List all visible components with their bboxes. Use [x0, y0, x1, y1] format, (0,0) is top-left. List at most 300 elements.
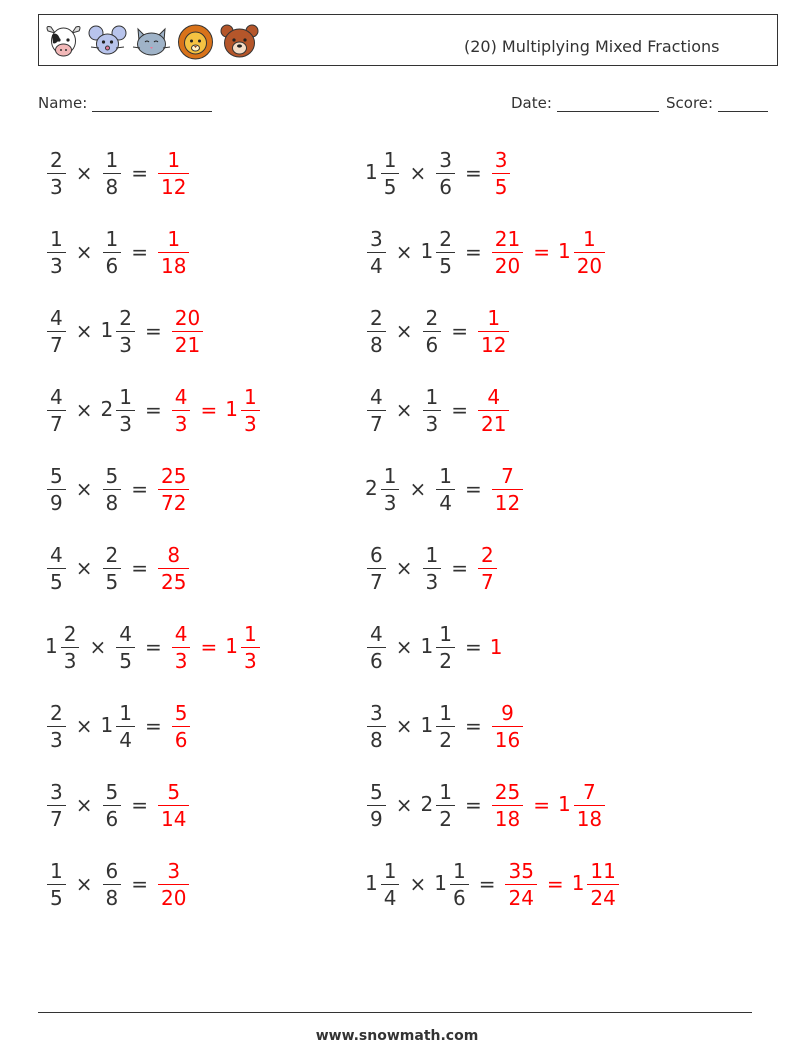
- fraction-bar: [492, 173, 511, 174]
- whole-part: 1: [45, 633, 58, 658]
- numerator: 1: [243, 384, 257, 409]
- equals-sign: =: [478, 872, 496, 896]
- fraction: [367, 702, 386, 751]
- mixed-number: [572, 860, 621, 909]
- denominator: 12: [161, 174, 187, 199]
- mixed-number: [45, 228, 68, 277]
- fraction: [47, 149, 66, 198]
- numerator: 4: [370, 621, 383, 646]
- mixed-number: [490, 781, 525, 830]
- numerator: 20: [174, 305, 201, 330]
- numerator: 6: [105, 858, 119, 883]
- denominator: 14: [161, 806, 187, 831]
- numerator: 3: [167, 858, 181, 883]
- problem-7: [45, 380, 262, 440]
- fraction: [478, 544, 497, 593]
- times-sign: ×: [75, 714, 93, 738]
- mixed-number: [434, 465, 457, 514]
- numerator: 2: [439, 226, 452, 251]
- denominator: 3: [243, 411, 257, 436]
- numerator: 4: [50, 384, 63, 409]
- whole-part: 1: [225, 396, 238, 421]
- numerator: 5: [50, 463, 63, 488]
- problem-9: [45, 459, 191, 519]
- times-sign: ×: [409, 872, 427, 896]
- numerator: 1: [50, 226, 63, 251]
- fraction: [381, 149, 400, 198]
- fraction: [47, 781, 66, 830]
- times-sign: ×: [395, 793, 413, 817]
- denominator: 5: [105, 569, 119, 594]
- denominator: 18: [576, 806, 603, 831]
- times-sign: ×: [75, 161, 93, 185]
- denominator: 3: [50, 174, 63, 199]
- whole-part: 1: [557, 238, 571, 263]
- numerator: 1: [439, 700, 452, 725]
- score-label: Score:: [666, 94, 714, 112]
- whole-part: 1: [571, 870, 585, 895]
- fraction: [158, 149, 189, 198]
- mixed-number: [365, 228, 388, 277]
- denominator: 20: [161, 885, 187, 910]
- numerator: 35: [508, 858, 534, 883]
- denominator: 5: [50, 569, 63, 594]
- numerator: 3: [439, 147, 452, 172]
- denominator: 4: [439, 490, 452, 515]
- times-sign: ×: [395, 635, 413, 659]
- fraction: [103, 149, 122, 198]
- fraction-bar: [436, 489, 455, 490]
- denominator: 3: [63, 648, 77, 673]
- numerator: 4: [119, 621, 132, 646]
- mixed-number: [490, 465, 525, 514]
- mixed-number: [421, 307, 444, 356]
- fraction-bar: [436, 805, 455, 806]
- mixed-number: [558, 781, 607, 830]
- numerator: 5: [105, 779, 119, 804]
- denominator: 3: [243, 648, 257, 673]
- denominator: 3: [119, 411, 132, 436]
- denominator: 6: [452, 885, 466, 910]
- denominator: 7: [370, 411, 383, 436]
- worksheet-header: [38, 14, 778, 66]
- times-sign: ×: [395, 714, 413, 738]
- mixed-number: [365, 386, 388, 435]
- problem-13: [45, 617, 262, 677]
- fraction-bar: [158, 805, 189, 806]
- equals-sign: =: [464, 714, 482, 738]
- fraction-bar: [158, 252, 189, 253]
- fraction-bar: [103, 568, 122, 569]
- name-blank[interactable]: [92, 96, 212, 112]
- mixed-number: [490, 149, 513, 198]
- problem-20: [365, 854, 621, 914]
- fraction: [103, 860, 122, 909]
- whole-part: 1: [100, 712, 114, 737]
- fraction: [436, 702, 455, 751]
- fraction-bar: [478, 410, 509, 411]
- denominator: 7: [481, 569, 494, 594]
- fraction-bar: [492, 252, 523, 253]
- mixed-number: [101, 544, 124, 593]
- animal-icons: [43, 21, 260, 61]
- fraction: [423, 307, 442, 356]
- fraction-bar: [381, 173, 400, 174]
- numerator: 2: [119, 305, 132, 330]
- numerator: 3: [494, 147, 508, 172]
- denominator: 6: [370, 648, 383, 673]
- fraction-bar: [103, 489, 122, 490]
- fraction-bar: [47, 173, 66, 174]
- denominator: 4: [370, 253, 383, 278]
- mixed-number: [434, 860, 470, 909]
- denominator: 72: [161, 490, 187, 515]
- denominator: 9: [50, 490, 63, 515]
- fraction-bar: [47, 489, 66, 490]
- fraction-bar: [158, 173, 189, 174]
- numerator: 8: [167, 542, 181, 567]
- mixed-number: [101, 307, 137, 356]
- fraction-bar: [116, 331, 135, 332]
- numerator: 11: [590, 858, 616, 883]
- denominator: 3: [383, 490, 397, 515]
- times-sign: ×: [395, 556, 413, 580]
- times-sign: ×: [75, 793, 93, 817]
- fraction-bar: [241, 647, 260, 648]
- fraction-bar: [423, 568, 442, 569]
- fraction: [158, 544, 189, 593]
- mixed-number: [101, 228, 124, 277]
- fraction-bar: [367, 252, 386, 253]
- mixed-number: [101, 860, 124, 909]
- problem-16: [365, 696, 525, 756]
- times-sign: ×: [409, 477, 427, 501]
- numerator: 3: [50, 779, 63, 804]
- date-label: Date:: [511, 94, 552, 112]
- fraction: [47, 307, 66, 356]
- mixed-number: [225, 623, 261, 672]
- answer-equals-sign: =: [533, 240, 550, 264]
- mixed-number: [170, 307, 205, 356]
- fraction-bar: [574, 805, 605, 806]
- fraction-bar: [172, 726, 191, 727]
- score-blank[interactable]: [718, 96, 768, 112]
- fraction: [381, 860, 400, 909]
- numerator: 3: [370, 226, 383, 251]
- denominator: 8: [370, 332, 383, 357]
- denominator: 7: [50, 806, 63, 831]
- mixed-number: [170, 386, 193, 435]
- fraction-bar: [116, 410, 135, 411]
- denominator: 4: [383, 885, 397, 910]
- fraction-bar: [116, 647, 135, 648]
- fraction: [478, 386, 509, 435]
- fraction: [116, 623, 135, 672]
- numerator: 1: [383, 147, 397, 172]
- problem-18: [365, 775, 607, 835]
- fraction-bar: [367, 331, 386, 332]
- fraction: [158, 781, 189, 830]
- mixed-number: [101, 781, 124, 830]
- mixed-number: [156, 465, 191, 514]
- fraction: [172, 386, 191, 435]
- answer-equals-sign: =: [200, 398, 218, 422]
- denominator: 5: [383, 174, 397, 199]
- mixed-number: [365, 465, 401, 514]
- numerator: 2: [63, 621, 77, 646]
- numerator: 25: [494, 779, 521, 804]
- numerator: 1: [243, 621, 257, 646]
- worksheet-title: (20) Multiplying Mixed Fractions: [464, 37, 720, 56]
- fraction-bar: [492, 489, 523, 490]
- mixed-number: [365, 149, 401, 198]
- mixed-number: [45, 781, 68, 830]
- fraction: [116, 386, 135, 435]
- fraction: [505, 860, 536, 909]
- equals-sign: =: [464, 477, 482, 501]
- fraction-bar: [61, 647, 80, 648]
- numerator: 25: [161, 463, 187, 488]
- whole-part: 1: [420, 633, 434, 658]
- denominator: 7: [50, 332, 63, 357]
- equals-sign: =: [464, 793, 482, 817]
- denominator: 5: [439, 253, 452, 278]
- denominator: 24: [508, 885, 534, 910]
- mixed-number: [101, 702, 137, 751]
- fraction-bar: [436, 647, 455, 648]
- denominator: 3: [174, 411, 188, 436]
- denominator: 21: [481, 411, 507, 436]
- bear-icon: [219, 21, 260, 61]
- fraction: [492, 465, 523, 514]
- denominator: 8: [370, 727, 383, 752]
- fraction-bar: [367, 726, 386, 727]
- whole-part: 1: [420, 712, 434, 737]
- numerator: 1: [167, 147, 181, 172]
- numerator: 4: [487, 384, 501, 409]
- numerator: 5: [174, 700, 188, 725]
- denominator: 7: [50, 411, 63, 436]
- denominator: 24: [590, 885, 616, 910]
- fraction: [158, 860, 189, 909]
- denominator: 18: [161, 253, 187, 278]
- fraction: [47, 544, 66, 593]
- mixed-number: [45, 544, 68, 593]
- mixed-number: [476, 386, 511, 435]
- fraction-bar: [158, 884, 189, 885]
- numerator: 4: [50, 542, 63, 567]
- fraction: [436, 465, 455, 514]
- times-sign: ×: [89, 635, 107, 659]
- fraction: [492, 149, 511, 198]
- fraction: [436, 149, 455, 198]
- fraction: [103, 781, 122, 830]
- times-sign: ×: [395, 240, 413, 264]
- mixed-number: [156, 781, 191, 830]
- problem-2: [365, 143, 512, 203]
- mixed-number: [45, 386, 68, 435]
- whole-part: 1: [420, 238, 434, 263]
- numerator: 1: [105, 226, 119, 251]
- fraction: [103, 228, 122, 277]
- fraction-bar: [158, 489, 189, 490]
- denominator: 3: [174, 648, 188, 673]
- fraction-bar: [116, 726, 135, 727]
- numerator: 5: [167, 779, 181, 804]
- numerator: 1: [425, 384, 439, 409]
- numerator: 2: [50, 700, 63, 725]
- mixed-number: [365, 781, 388, 830]
- fraction: [367, 307, 386, 356]
- fraction: [47, 228, 66, 277]
- whole-part: 1: [489, 635, 503, 659]
- whole-part: 1: [434, 870, 447, 895]
- fraction: [47, 465, 66, 514]
- denominator: 18: [494, 806, 521, 831]
- numerator: 1: [383, 463, 397, 488]
- mixed-number: [225, 386, 261, 435]
- fraction: [492, 702, 523, 751]
- denominator: 3: [119, 332, 132, 357]
- fraction-bar: [367, 805, 386, 806]
- fraction-bar: [47, 410, 66, 411]
- equals-sign: =: [451, 556, 468, 580]
- numerator: 1: [119, 700, 132, 725]
- equals-sign: =: [144, 635, 162, 659]
- fraction: [574, 228, 605, 277]
- times-sign: ×: [395, 398, 413, 422]
- fraction: [450, 860, 469, 909]
- fraction: [47, 702, 66, 751]
- denominator: 7: [370, 569, 383, 594]
- mixed-number: [101, 465, 124, 514]
- fraction-bar: [436, 726, 455, 727]
- numerator: 1: [452, 858, 466, 883]
- denominator: 6: [105, 253, 119, 278]
- fraction: [436, 228, 455, 277]
- mixed-number: [101, 386, 137, 435]
- mixed-number: [114, 623, 137, 672]
- problem-11: [45, 538, 191, 598]
- equals-sign: =: [131, 556, 148, 580]
- numerator: 1: [105, 147, 119, 172]
- fraction-bar: [436, 173, 455, 174]
- mixed-number: [45, 860, 68, 909]
- denominator: 3: [425, 569, 439, 594]
- fraction-bar: [492, 805, 523, 806]
- fraction-bar: [478, 331, 509, 332]
- numerator: 1: [167, 226, 181, 251]
- denominator: 6: [174, 727, 188, 752]
- mixed-number: [421, 623, 457, 672]
- fraction: [47, 386, 66, 435]
- problem-1: [45, 143, 191, 203]
- denominator: 21: [174, 332, 201, 357]
- score-field: [666, 94, 768, 112]
- mixed-number: [476, 307, 511, 356]
- denominator: 16: [494, 727, 521, 752]
- fraction: [367, 386, 386, 435]
- date-field: [511, 94, 659, 112]
- equals-sign: =: [131, 240, 148, 264]
- mouse-icon: [87, 21, 128, 61]
- cat-icon: [131, 21, 172, 61]
- denominator: 20: [576, 253, 603, 278]
- fraction: [436, 781, 455, 830]
- problem-8: [365, 380, 511, 440]
- denominator: 12: [494, 490, 521, 515]
- answer-equals-sign: =: [546, 872, 564, 896]
- denominator: 5: [119, 648, 132, 673]
- fraction-bar: [450, 884, 469, 885]
- times-sign: ×: [75, 319, 93, 343]
- whole-part: 1: [557, 791, 571, 816]
- problem-4: [365, 222, 607, 282]
- numerator: 7: [501, 463, 514, 488]
- fraction-bar: [158, 568, 189, 569]
- date-blank[interactable]: [557, 96, 659, 112]
- footer-divider: [38, 1012, 752, 1013]
- fraction-bar: [436, 252, 455, 253]
- mixed-number: [365, 702, 388, 751]
- equals-sign: =: [131, 793, 148, 817]
- fraction-bar: [367, 410, 386, 411]
- numerator: 1: [425, 542, 439, 567]
- denominator: 25: [161, 569, 187, 594]
- numerator: 2: [370, 305, 383, 330]
- fraction-bar: [47, 331, 66, 332]
- denominator: 3: [50, 253, 63, 278]
- times-sign: ×: [75, 872, 93, 896]
- denominator: 4: [119, 727, 132, 752]
- problem-10: [365, 459, 525, 519]
- fraction: [61, 623, 80, 672]
- footer-url: www.snowmath.com: [315, 1028, 479, 1044]
- mixed-number: [365, 860, 401, 909]
- mixed-number: [156, 149, 191, 198]
- denominator: 2: [439, 727, 452, 752]
- fraction: [436, 623, 455, 672]
- fraction: [158, 228, 189, 277]
- mixed-number: [421, 544, 444, 593]
- mixed-number: [45, 149, 68, 198]
- fraction-bar: [103, 884, 122, 885]
- denominator: 12: [481, 332, 507, 357]
- numerator: 2: [481, 542, 494, 567]
- fraction-bar: [103, 252, 122, 253]
- equals-sign: =: [144, 714, 162, 738]
- lion-icon: [175, 21, 216, 61]
- fraction: [116, 702, 135, 751]
- problem-12: [365, 538, 499, 598]
- fraction: [367, 781, 386, 830]
- denominator: 5: [50, 885, 63, 910]
- mixed-number: [490, 635, 504, 659]
- problem-3: [45, 222, 191, 282]
- numerator: 21: [494, 226, 521, 251]
- mixed-number: [490, 702, 525, 751]
- mixed-number: [45, 702, 68, 751]
- fraction-bar: [103, 173, 122, 174]
- fraction: [478, 307, 509, 356]
- whole-part: 1: [100, 317, 114, 342]
- numerator: 2: [105, 542, 119, 567]
- problem-14: [365, 617, 503, 677]
- mixed-number: [365, 544, 388, 593]
- times-sign: ×: [409, 161, 427, 185]
- numerator: 2: [425, 305, 439, 330]
- fraction: [423, 386, 442, 435]
